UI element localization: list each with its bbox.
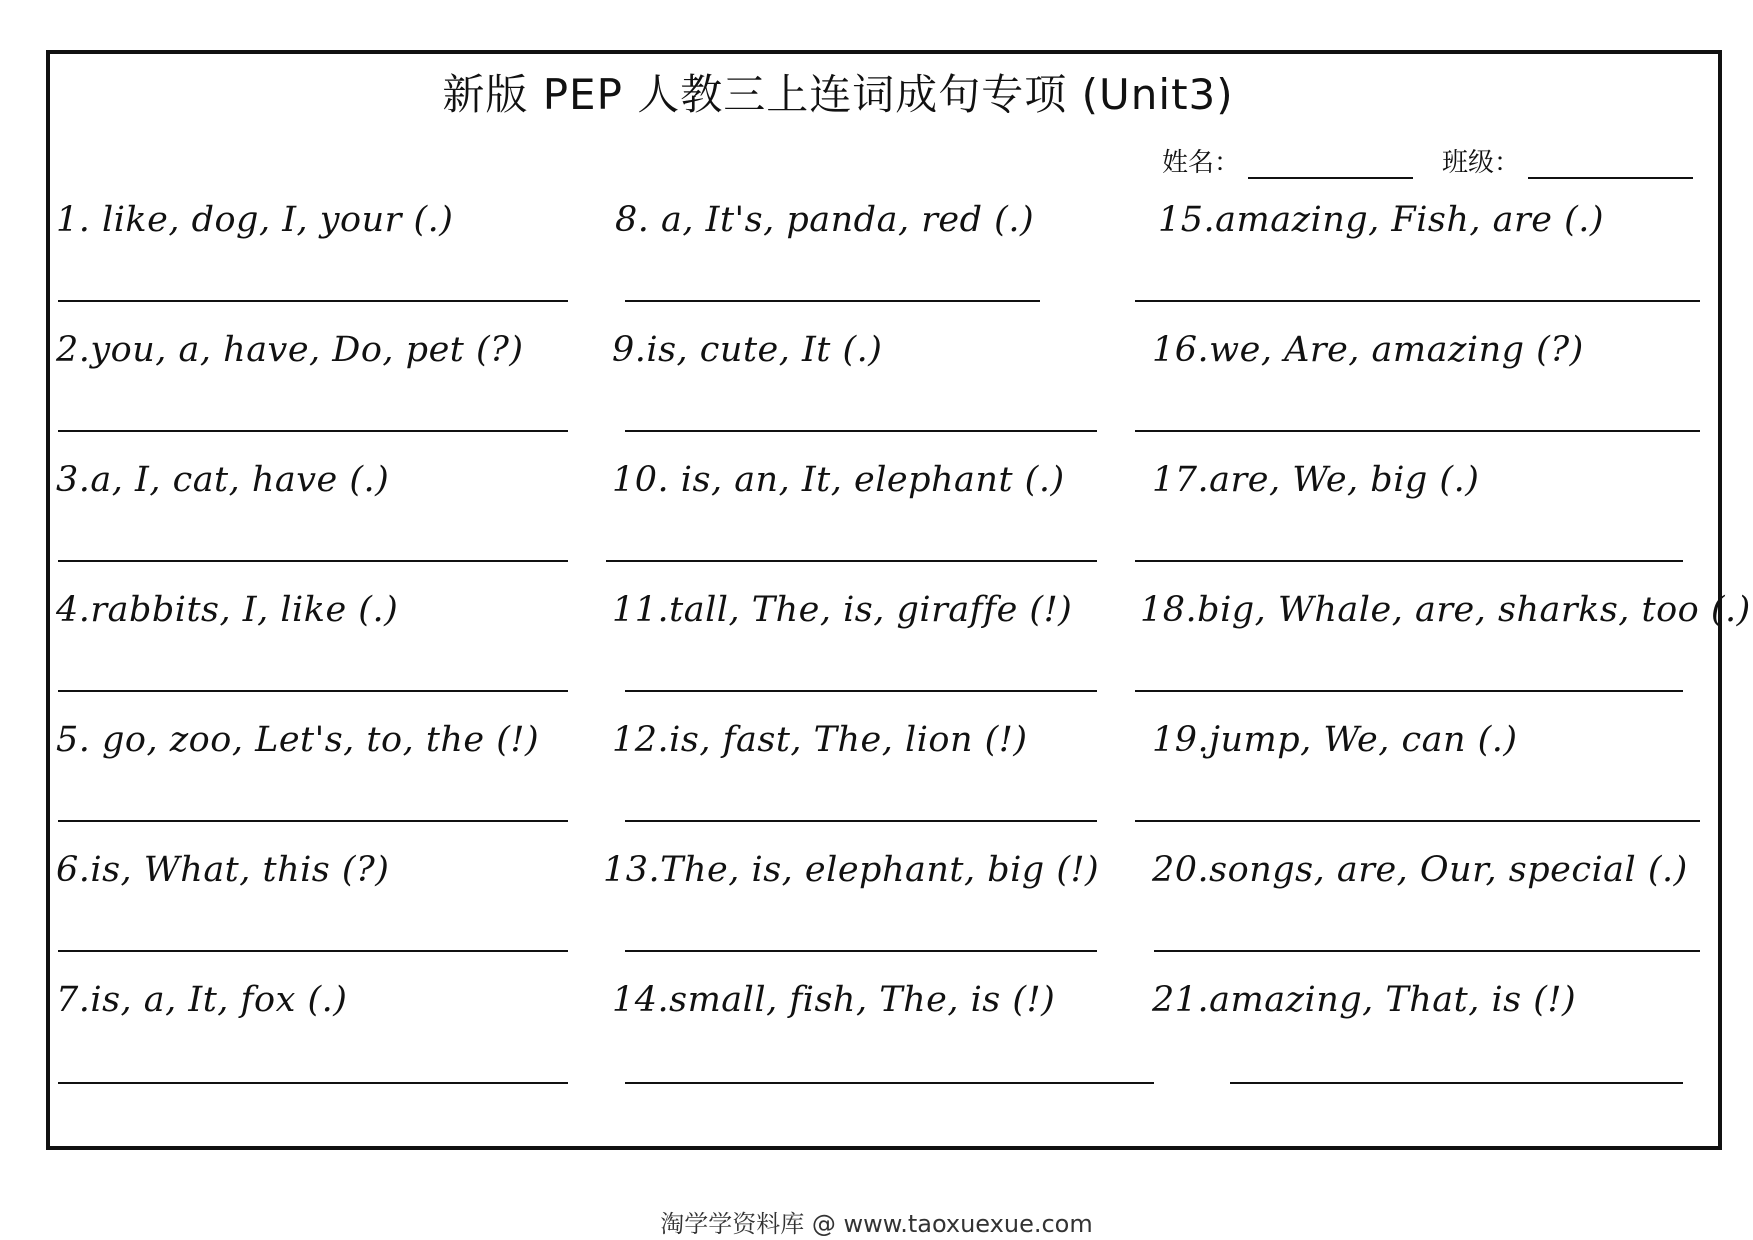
answer-line-6[interactable] bbox=[58, 950, 568, 952]
name-field bbox=[1162, 142, 1413, 179]
question-18: 18.big, Whale, are, sharks, too (.) bbox=[1140, 590, 1751, 630]
question-8: 8. a, It's, panda, red (.) bbox=[615, 200, 1035, 240]
question-14: 14.small, fish, The, is (!) bbox=[612, 980, 1056, 1020]
question-19: 19.jump, We, can (.) bbox=[1152, 720, 1518, 760]
footer-watermark: 淘学学资料库 @ www.taoxuexue.com bbox=[660, 1210, 1093, 1238]
title-prefix: 新版 bbox=[442, 70, 529, 119]
name-blank[interactable] bbox=[1248, 149, 1413, 179]
question-16: 16.we, Are, amazing (?) bbox=[1152, 330, 1584, 370]
answer-line-21[interactable] bbox=[1230, 1082, 1683, 1084]
worksheet-title bbox=[0, 62, 1676, 122]
question-3: 3.a, I, cat, have (.) bbox=[56, 460, 390, 500]
class-blank[interactable] bbox=[1528, 149, 1693, 179]
answer-line-15[interactable] bbox=[1135, 300, 1700, 302]
question-11: 11.tall, The, is, giraffe (!) bbox=[612, 590, 1073, 630]
question-9: 9.is, cute, It (.) bbox=[612, 330, 883, 370]
question-7: 7.is, a, It, fox (.) bbox=[56, 980, 348, 1020]
question-15: 15.amazing, Fish, are (.) bbox=[1158, 200, 1605, 240]
question-5: 5. go, zoo, Let's, to, the (!) bbox=[56, 720, 540, 760]
name-label: 姓名： bbox=[1162, 148, 1241, 178]
question-1: 1. like, dog, I, your (.) bbox=[56, 200, 454, 240]
answer-line-10[interactable] bbox=[606, 560, 1097, 562]
answer-line-2[interactable] bbox=[58, 430, 568, 432]
answer-line-20[interactable] bbox=[1154, 950, 1700, 952]
question-12: 12.is, fast, The, lion (!) bbox=[612, 720, 1028, 760]
title-main: 人教三上连词成句专项 bbox=[637, 70, 1068, 119]
answer-line-17[interactable] bbox=[1135, 560, 1683, 562]
answer-line-16[interactable] bbox=[1135, 430, 1700, 432]
answer-line-1[interactable] bbox=[58, 300, 568, 302]
answer-line-5[interactable] bbox=[58, 820, 568, 822]
class-field bbox=[1442, 142, 1693, 179]
answer-line-19[interactable] bbox=[1135, 820, 1700, 822]
title-unit: (Unit3) bbox=[1081, 70, 1234, 119]
class-label: 班级： bbox=[1442, 148, 1521, 178]
question-10: 10. is, an, It, elephant (.) bbox=[612, 460, 1065, 500]
answer-line-13[interactable] bbox=[625, 950, 1097, 952]
answer-line-14[interactable] bbox=[625, 1082, 1154, 1084]
answer-line-11[interactable] bbox=[625, 690, 1097, 692]
answer-line-4[interactable] bbox=[58, 690, 568, 692]
answer-line-8[interactable] bbox=[625, 300, 1040, 302]
answer-line-3[interactable] bbox=[58, 560, 568, 562]
answer-line-18[interactable] bbox=[1135, 690, 1683, 692]
answer-line-12[interactable] bbox=[625, 820, 1097, 822]
question-4: 4.rabbits, I, like (.) bbox=[56, 590, 399, 630]
question-21: 21.amazing, That, is (!) bbox=[1152, 980, 1577, 1020]
question-6: 6.is, What, this (?) bbox=[56, 850, 390, 890]
title-pep: PEP bbox=[542, 70, 623, 119]
question-17: 17.are, We, big (.) bbox=[1152, 460, 1480, 500]
answer-line-7[interactable] bbox=[58, 1082, 568, 1084]
question-2: 2.you, a, have, Do, pet (?) bbox=[56, 330, 524, 370]
answer-line-9[interactable] bbox=[625, 430, 1097, 432]
question-13: 13.The, is, elephant, big (!) bbox=[603, 850, 1100, 890]
question-20: 20.songs, are, Our, special (.) bbox=[1152, 850, 1688, 890]
